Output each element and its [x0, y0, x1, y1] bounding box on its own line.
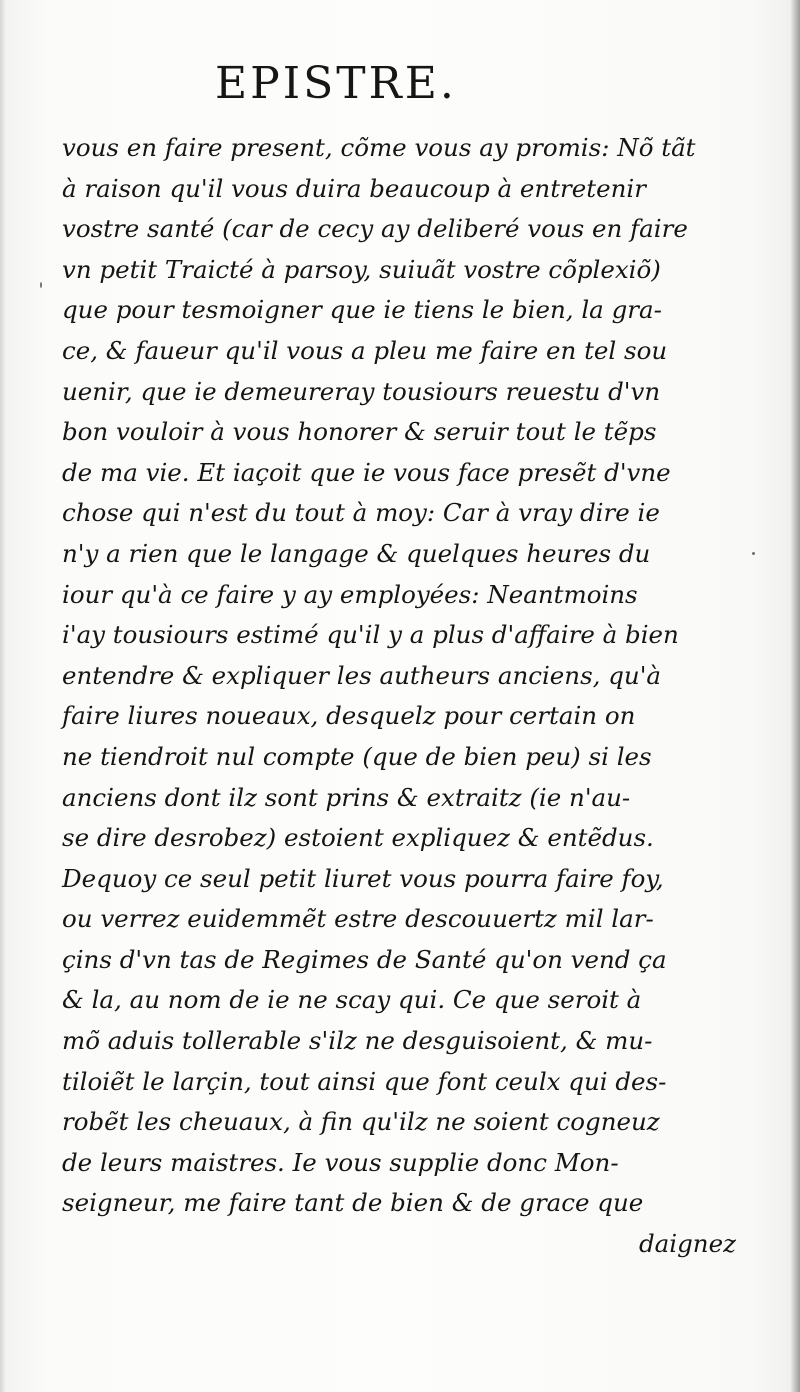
- text-line: mõ aduis tollerable s'ilz ne desguisoient, & mu-: [62, 1026, 653, 1056]
- running-head: EPISTRE.: [215, 58, 457, 109]
- text-line: çins d'vn tas de Regimes de Santé qu'on vend ça: [62, 944, 667, 974]
- text-line: ou verrez euidemmẽt estre descouuertz mil lar-: [62, 904, 654, 934]
- text-line: de leurs maistres. Ie vous supplie donc Mon-: [62, 1147, 619, 1177]
- text-line: vostre santé (car de cecy ay deliberé vous en faire: [62, 214, 688, 244]
- text-line: seigneur, me faire tant de bien & de grace que: [62, 1188, 644, 1218]
- text-line: que pour tesmoigner que ie tiens le bien, la gra-: [62, 295, 662, 325]
- text-line: anciens dont ilz sont prins & extraitz (ie n'au-: [62, 782, 631, 812]
- text-line: & la, au nom de ie ne scay qui. Ce que seroit à: [62, 985, 642, 1015]
- text-line: ce, & faueur qu'il vous a pleu me faire en tel sou: [62, 335, 668, 365]
- text-line: i'ay tousiours estimé qu'il y a plus d'affaire à bien: [62, 620, 679, 650]
- text-line: Dequoy ce seul petit liuret vous pourra faire foy,: [62, 863, 664, 893]
- catchword: daignez: [639, 1229, 736, 1259]
- text-line: se dire desrobez) estoient expliquez & entẽdus.: [62, 823, 654, 853]
- text-line: ne tiendroit nul compte (que de bien peu) si les: [62, 741, 652, 771]
- text-line: tiloiẽt le larçin, tout ainsi que font ceulx qui des-: [62, 1066, 667, 1096]
- text-line: robẽt les cheuaux, à fin qu'ilz ne soient cogneuz: [62, 1107, 660, 1137]
- text-line: de ma vie. Et iaçoit que ie vous face presẽt d'vne: [62, 457, 671, 487]
- text-line: chose qui n'est du tout à moy: Car à vray dire ie: [62, 498, 660, 528]
- paper-speck: [752, 552, 755, 555]
- body-text: [62, 128, 742, 1265]
- text-line: iour qu'à ce faire y ay employées: Neantmoins: [62, 579, 638, 609]
- binding-shadow: [790, 0, 800, 1392]
- page-left-edge-shadow: [0, 0, 6, 1392]
- paper-speck: [40, 282, 42, 288]
- text-line: entendre & expliquer les autheurs anciens, qu'à: [62, 660, 662, 690]
- text-line: uenir, que ie demeureray tousiours reuestu d'vn: [62, 376, 661, 406]
- text-line: faire liures noueaux, desquelz pour certain on: [62, 701, 636, 731]
- text-line: vn petit Traicté à parsoy, suiuãt vostre cõplexiõ): [62, 254, 661, 284]
- text-line: à raison qu'il vous duira beaucoup à entretenir: [62, 173, 646, 203]
- text-line: n'y a rien que le langage & quelques heures du: [62, 538, 651, 568]
- text-line: bon vouloir à vous honorer & seruir tout le tẽps: [62, 417, 657, 447]
- text-line: vous en faire present, cõme vous ay promis: Nõ tãt: [62, 133, 696, 162]
